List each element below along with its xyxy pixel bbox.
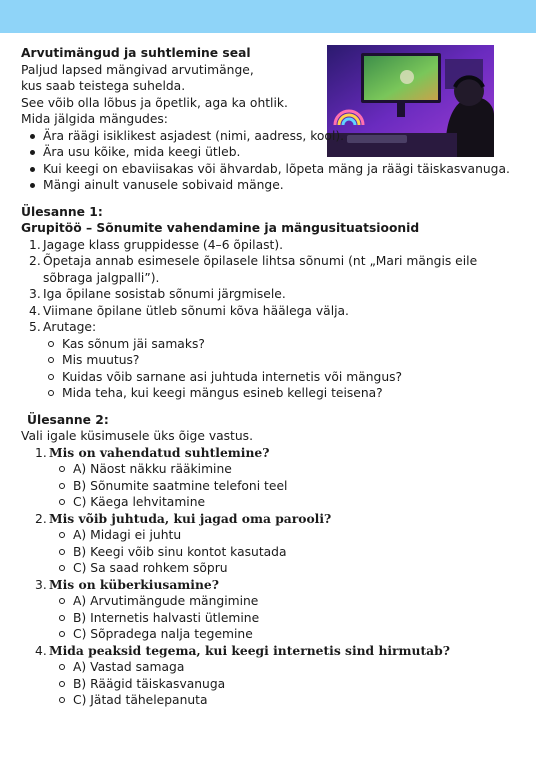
answer-option[interactable]: C) Jätad tähelepanuta: [73, 692, 521, 709]
task1-steps: [21, 237, 521, 402]
task1-step: 2. Õpetaja annab esimesele õpilasele lihtsa sõnumi (nt „Mari mängis eile sõbraga jalgpalli”).: [29, 254, 478, 285]
discussion-item: Kuidas võib sarnane asi juhtuda internetis või mängus?: [62, 369, 521, 386]
answer-option[interactable]: B) Internetis halvasti ütlemine: [73, 610, 521, 627]
intro-section: [21, 45, 521, 194]
answer-options: [49, 659, 521, 709]
task1-step: 5. Arutage: Kas sõnum jäi samaks? Mis muutus? Kuidas võib sarnane asi juhtuda internetis või mängus? Mida teha, kui keegi mängus esineb kellegi teisena?: [21, 319, 521, 402]
answer-options: [49, 593, 521, 643]
task2-section: [21, 412, 521, 709]
answer-option[interactable]: B) Sõnumite saatmine telefoni teel: [73, 478, 521, 495]
discussion-item: Mis muutus?: [62, 352, 521, 369]
worksheet: [21, 45, 521, 709]
answer-option[interactable]: C) Sõpradega nalja tegemine: [73, 626, 521, 643]
task1-step: 4. Viimane õpilane ütleb sõnumi kõva häälega välja.: [29, 303, 349, 318]
safety-tip: Ära räägi isiklikest asjadest (nimi, aadress, kool).: [43, 128, 521, 145]
answer-options: [49, 461, 521, 511]
answer-options: [49, 527, 521, 577]
question-text: Mis on vahendatud suhtlemine?: [49, 444, 270, 460]
intro-line: kus saab teistega suhelda.: [21, 79, 186, 93]
answer-option[interactable]: A) Näost näkku rääkimine: [73, 461, 521, 478]
task1-step: 3. Iga õpilane sosistab sõnumi järgmisele.: [29, 287, 286, 301]
answer-option[interactable]: C) Sa saad rohkem sõpru: [73, 560, 521, 577]
answer-option[interactable]: A) Arvutimängude mängimine: [73, 593, 521, 610]
safety-tips-list: [21, 128, 521, 194]
intro-line: Paljud lapsed mängivad arvutimänge,: [21, 62, 254, 77]
answer-option[interactable]: B) Räägid täiskasvanuga: [73, 676, 521, 693]
answer-option[interactable]: A) Midagi ei juhtu: [73, 527, 521, 544]
intro-line: Mida jälgida mängudes:: [21, 112, 168, 126]
task1-step: 1. Jagage klass gruppidesse (4–6 õpilast).: [29, 237, 284, 252]
task1-heading: Ülesanne 1:: [21, 204, 103, 219]
intro-title: Arvutimängud ja suhtlemine seal: [21, 46, 251, 60]
discussion-item: Mida teha, kui keegi mängus esineb kellegi teisena?: [62, 385, 521, 402]
quiz-list: [27, 445, 521, 709]
safety-tip: Kui keegi on ebaviisakas või ähvardab, lõpeta mäng ja räägi täiskasvanuga.: [43, 161, 521, 178]
task1-section: [21, 204, 521, 402]
task2-instruction: Vali igale küsimusele üks õige vastus.: [21, 429, 253, 443]
question-text: Mis võib juhtuda, kui jagad oma parooli?: [49, 510, 332, 526]
quiz-question: 3. Mis on küberkiusamine? A) Arvutimängude mängimine B) Internetis halvasti ütlemine C) Sõpradega nalja tegemine: [27, 577, 521, 643]
safety-tip: Ära usu kõike, mida keegi ütleb.: [43, 144, 521, 161]
safety-tip: Mängi ainult vanusele sobivaid mänge.: [43, 177, 521, 194]
discussion-list: [43, 336, 521, 402]
top-banner: [0, 0, 536, 33]
answer-option[interactable]: C) Käega lehvitamine: [73, 494, 521, 511]
answer-option[interactable]: A) Vastad samaga: [73, 659, 521, 676]
answer-option[interactable]: B) Keegi võib sinu kontot kasutada: [73, 544, 521, 561]
task2-heading: Ülesanne 2:: [27, 412, 109, 427]
task1-subheading: Grupitöö – Sõnumite vahendamine ja mängusituatsioonid: [21, 221, 420, 235]
question-text: Mida peaksid tegema, kui keegi internetis sind hirmutab?: [49, 642, 450, 658]
quiz-question: 2. Mis võib juhtuda, kui jagad oma parooli? A) Midagi ei juhtu B) Keegi võib sinu kontot kasutada C) Sa saad rohkem sõpru: [27, 511, 521, 577]
discussion-item: Kas sõnum jäi samaks?: [62, 336, 521, 353]
intro-line: See võib olla lõbus ja õpetlik, aga ka ohtlik.: [21, 95, 288, 110]
question-text: Mis on küberkiusamine?: [49, 576, 219, 592]
quiz-question: 4. Mida peaksid tegema, kui keegi internetis sind hirmutab? A) Vastad samaga B) Räägid täiskasvanuga C) Jätad tähelepanuta: [27, 643, 521, 709]
quiz-question: 1. Mis on vahendatud suhtlemine? A) Näost näkku rääkimine B) Sõnumite saatmine telefoni teel C) Käega lehvitamine: [27, 445, 521, 511]
